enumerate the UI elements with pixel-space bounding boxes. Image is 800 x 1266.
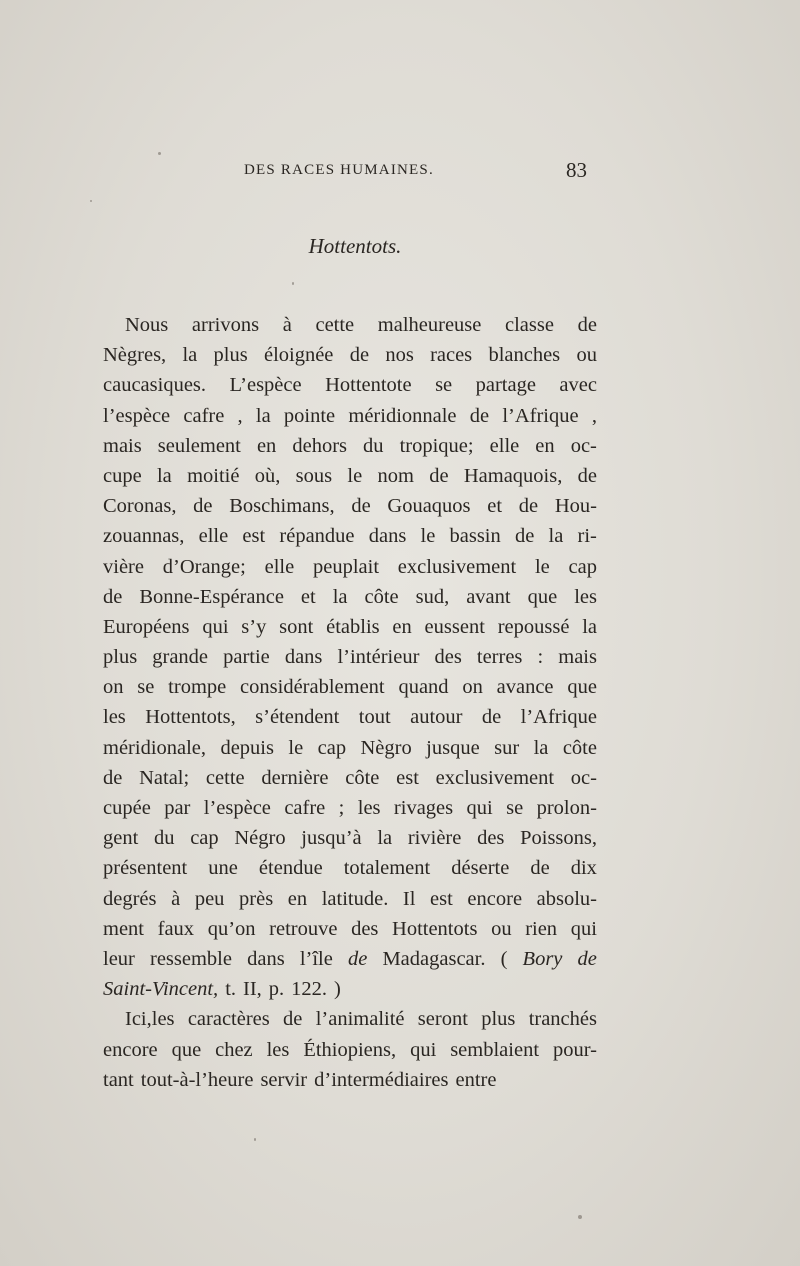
text-line: l’espèce cafre , la pointe méridionnale de l’Afrique , xyxy=(103,404,597,427)
text-line: zouannas, elle est répandue dans le bassin de la ri- xyxy=(103,525,597,548)
page-number: 83 xyxy=(566,158,587,182)
text-line: de Bonne-Espérance et la côte sud, avant que les xyxy=(103,585,597,608)
text-line: méridionale, depuis le cap Nègro jusque sur la côte xyxy=(103,736,597,759)
body-text xyxy=(103,310,597,1095)
text-line: Nous arrivons à cette malheureuse classe de xyxy=(125,314,597,336)
paper-speck xyxy=(578,1215,582,1219)
text-line: présentent une étendue totalement déserte de dix xyxy=(103,857,597,880)
text-line: Ici,les caractères de l’animalité seront plus tranchés xyxy=(125,1008,597,1031)
text-line: mais seulement en dehors du tropique; elle en oc- xyxy=(103,434,597,457)
running-title: DES RACES HUMAINES. xyxy=(244,162,434,178)
text-line: gent du cap Négro jusqu’à la rivière des Poissons, xyxy=(103,827,597,850)
page-header xyxy=(0,158,800,188)
text-line: de Natal; cette dernière côte est exclusivement oc- xyxy=(103,766,597,789)
text-line: Européens qui s’y sont établis en eussent repoussé la xyxy=(103,615,597,638)
text-line: ment faux qu’on retrouve des Hottentots ou rien qui xyxy=(103,917,597,940)
text-line: plus grande partie dans l’intérieur des terres : mais xyxy=(103,646,597,669)
paper-speck xyxy=(292,282,294,285)
paper-speck xyxy=(90,200,92,202)
text-line: Nègres, la plus éloignée de nos races blanches ou xyxy=(103,344,597,367)
paper-speck xyxy=(254,1138,256,1141)
text-line: degrés à peu près en latitude. Il est encore absolu- xyxy=(103,887,597,910)
paper-speck xyxy=(158,152,161,155)
text-line: leur ressemble dans l’île de Madagascar. ( Bory de xyxy=(103,947,597,970)
text-line: vière d’Orange; elle peuplait exclusivement le cap xyxy=(103,555,597,578)
text-line: encore que chez les Éthiopiens, qui semblaient pour- xyxy=(103,1038,597,1061)
text-line: les Hottentots, s’étendent tout autour de l’Afrique xyxy=(103,706,597,729)
section-heading: Hottentots. xyxy=(308,234,402,258)
text-line: tant tout-à-l’heure servir d’intermédiaires entre xyxy=(103,1068,497,1091)
text-line: Coronas, de Boschimans, de Gouaquos et de Hou- xyxy=(103,495,597,518)
text-line: on se trompe considérablement quand on avance que xyxy=(103,676,597,699)
text-line: cupe la moitié où, sous le nom de Hamaquois, de xyxy=(103,464,597,487)
text-line: caucasiques. L’espèce Hottentote se partage avec xyxy=(103,374,597,397)
text-line: Saint-Vincent, t. II, p. 122. ) xyxy=(103,978,341,1001)
text-line: cupée par l’espèce cafre ; les rivages qui se prolon- xyxy=(103,797,597,819)
